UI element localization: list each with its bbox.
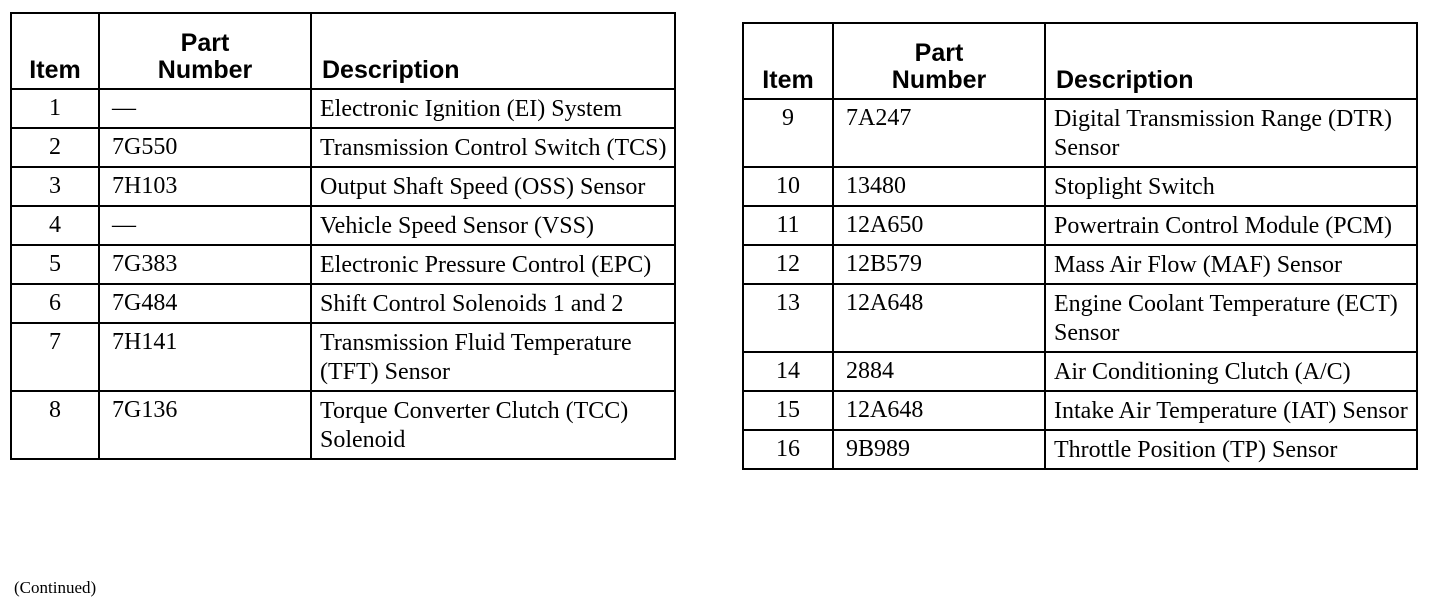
item-cell: 3 [11,167,99,206]
table-row [11,323,675,391]
table-row [11,128,675,167]
part-number-cell: 7G383 [99,245,311,284]
table-row [11,206,675,245]
header-row [743,23,1417,99]
part-number-header [99,13,311,89]
part-header-line2: Number [891,66,987,94]
description-cell: Vehicle Speed Sensor (VSS) [311,206,675,245]
table-row [11,391,675,459]
part-number-cell: 12A650 [833,206,1045,245]
item-cell: 7 [11,323,99,391]
item-header: Item [11,13,99,89]
part-number-cell: 9B989 [833,430,1045,469]
part-number-cell: 12A648 [833,391,1045,430]
part-number-cell: 12A648 [833,284,1045,352]
part-number-header [833,23,1045,99]
description-cell: Output Shaft Speed (OSS) Sensor [311,167,675,206]
description-cell: Electronic Ignition (EI) System [311,89,675,128]
table-row [743,391,1417,430]
table-row [11,284,675,323]
description-cell: Shift Control Solenoids 1 and 2 [311,284,675,323]
description-cell: Intake Air Temperature (IAT) Sensor [1045,391,1417,430]
item-cell: 12 [743,245,833,284]
item-cell: 14 [743,352,833,391]
description-cell: Stoplight Switch [1045,167,1417,206]
description-cell: Throttle Position (TP) Sensor [1045,430,1417,469]
part-number-cell: 7G550 [99,128,311,167]
part-number-cell: 7H141 [99,323,311,391]
item-cell: 5 [11,245,99,284]
description-header: Description [1045,23,1417,99]
part-number-cell: 12B579 [833,245,1045,284]
part-number-cell: 7H103 [99,167,311,206]
table-row [743,430,1417,469]
item-cell: 10 [743,167,833,206]
table-row [743,352,1417,391]
table-body-left [11,89,675,459]
description-cell: Electronic Pressure Control (EPC) [311,245,675,284]
table-row [743,167,1417,206]
part-number-cell: 7A247 [833,99,1045,167]
table-row [11,89,675,128]
item-cell: 15 [743,391,833,430]
part-number-cell: — [99,206,311,245]
part-number-cell: 7G484 [99,284,311,323]
table-row [743,206,1417,245]
table-row [11,167,675,206]
table-row [11,245,675,284]
item-cell: 1 [11,89,99,128]
description-cell: Transmission Fluid Temperature (TFT) Sensor [311,323,675,391]
header-row [11,13,675,89]
description-cell: Torque Converter Clutch (TCC) Solenoid [311,391,675,459]
description-cell: Mass Air Flow (MAF) Sensor [1045,245,1417,284]
table-body-right [743,99,1417,469]
part-header-line2: Number [157,56,253,84]
description-cell: Air Conditioning Clutch (A/C) [1045,352,1417,391]
item-cell: 4 [11,206,99,245]
parts-table-left [10,12,676,460]
item-cell: 8 [11,391,99,459]
description-cell: Digital Transmission Range (DTR) Sensor [1045,99,1417,167]
part-number-cell: 7G136 [99,391,311,459]
item-cell: 16 [743,430,833,469]
table-row [743,245,1417,284]
description-header: Description [311,13,675,89]
part-number-cell: 2884 [833,352,1045,391]
part-number-cell: 13480 [833,167,1045,206]
table-row [743,284,1417,352]
item-cell: 9 [743,99,833,167]
description-cell: Engine Coolant Temperature (ECT) Sensor [1045,284,1417,352]
continued-note: (Continued) [14,578,97,597]
item-cell: 11 [743,206,833,245]
part-header-line1: Part [914,39,964,67]
item-cell: 6 [11,284,99,323]
part-number-cell: — [99,89,311,128]
description-cell: Powertrain Control Module (PCM) [1045,206,1417,245]
description-cell: Transmission Control Switch (TCS) [311,128,675,167]
item-cell: 13 [743,284,833,352]
parts-table-right [742,22,1418,470]
table-row [743,99,1417,167]
item-cell: 2 [11,128,99,167]
item-header: Item [743,23,833,99]
part-header-line1: Part [180,29,230,57]
